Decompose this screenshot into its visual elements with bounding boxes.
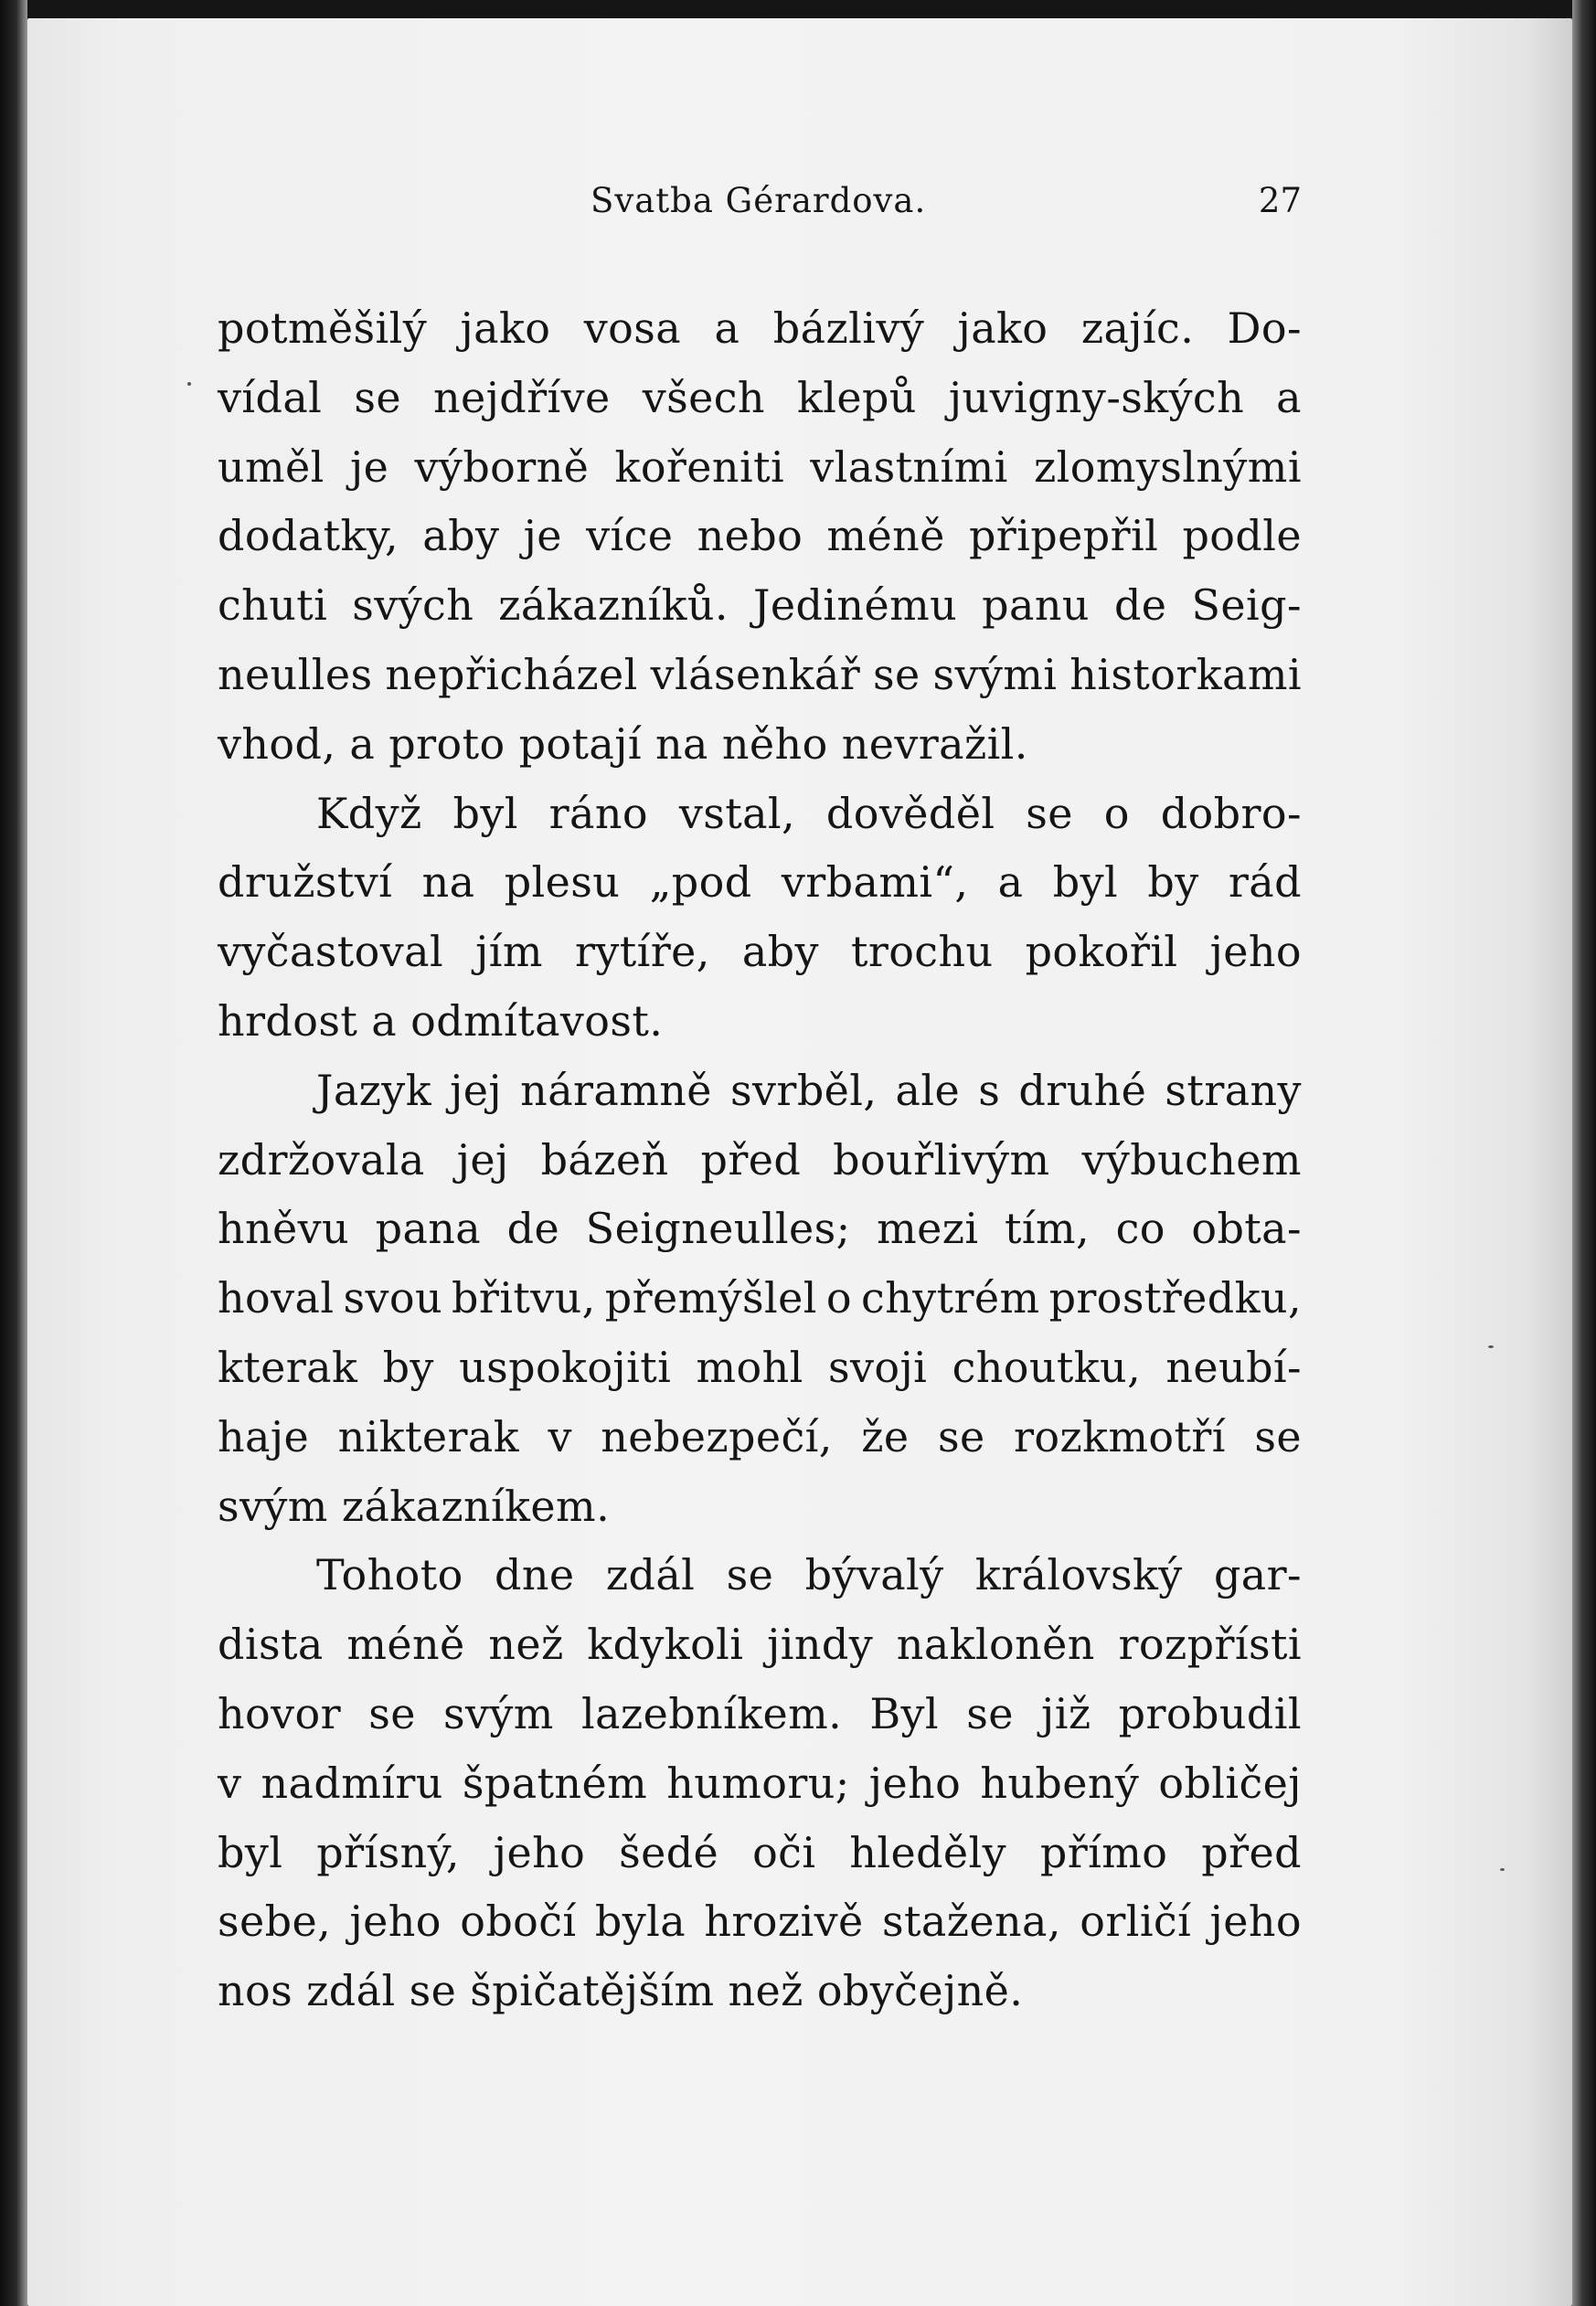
text-line: neulles nepřicházel vlásenkář se svými historkami: [218, 649, 1302, 699]
page-number: 27: [1258, 181, 1302, 220]
text-line: vhod, a proto potají na něho nevražil.: [218, 718, 1028, 769]
running-header: [218, 181, 1302, 236]
paragraph: [218, 1541, 1302, 2026]
text-line: sebe, jeho obočí byla hrozivě stažena, orličí jeho: [218, 1897, 1302, 1947]
text-line: Tohoto dne zdál se bývalý královský gar-: [316, 1550, 1302, 1600]
book-binding-shadow: [0, 0, 27, 2306]
body-text: [218, 294, 1302, 2026]
text-line: uměl je výborně kořeniti vlastními zlomyslnými: [218, 441, 1302, 492]
text-line: potměšilý jako vosa a bázlivý jako zajíc. Do-: [218, 303, 1302, 353]
text-line: vídal se nejdříve všech klepů juvigny-ských a: [218, 372, 1302, 422]
text-line: svým zákazníkem.: [218, 1481, 611, 1531]
text-line: Jazyk jej náramně svrběl, ale s druhé strany: [316, 1065, 1302, 1115]
paper-speck: [187, 382, 191, 386]
text-line: hoval svou břitvu, přemýšlel o chytrém prostředku,: [218, 1273, 1302, 1323]
text-line: chuti svých zákazníků. Jedinému panu de Seig-: [218, 580, 1302, 631]
text-line: v nadmíru špatném humoru; jeho hubený obličej: [218, 1758, 1302, 1808]
text-line: hněvu pana de Seigneulles; mezi tím, co obta-: [218, 1204, 1302, 1254]
paragraph: [218, 294, 1302, 780]
text-line: kterak by uspokojiti mohl svoji choutku, neubí-: [218, 1342, 1302, 1392]
text-line: hovor se svým lazebníkem. Byl se již probudil: [218, 1688, 1302, 1738]
paper-speck: [1488, 1345, 1494, 1348]
text-line: Když byl ráno vstal, dověděl se o dobro-: [316, 788, 1302, 838]
text-line: dodatky, aby je více nebo méně připepřil podle: [218, 511, 1302, 561]
page-edge-shadow: [1572, 0, 1596, 2306]
text-line: vyčastoval jím rytíře, aby trochu pokořil jeho: [218, 927, 1302, 977]
text-line: dista méně než kdykoli jindy nakloněn rozpřísti: [218, 1620, 1302, 1670]
paragraph: [218, 1057, 1302, 1542]
text-line: haje nikterak v nebezpečí, že se rozkmotří se: [218, 1411, 1302, 1461]
text-line: družství na plesu „pod vrbami“, a byl by rád: [218, 857, 1302, 908]
paragraph: [218, 780, 1302, 1057]
text-line: zdržovala jej bázeň před bouřlivým výbuchem: [218, 1134, 1302, 1185]
text-line: nos zdál se špičatějším než obyčejně.: [218, 1966, 1024, 2016]
text-line: hrdost a odmítavost.: [218, 995, 664, 1046]
text-line: byl přísný, jeho šedé oči hleděly přímo před: [218, 1827, 1302, 1877]
running-title: Svatba Gérardova.: [591, 181, 927, 220]
paper-speck: [1500, 1868, 1505, 1871]
